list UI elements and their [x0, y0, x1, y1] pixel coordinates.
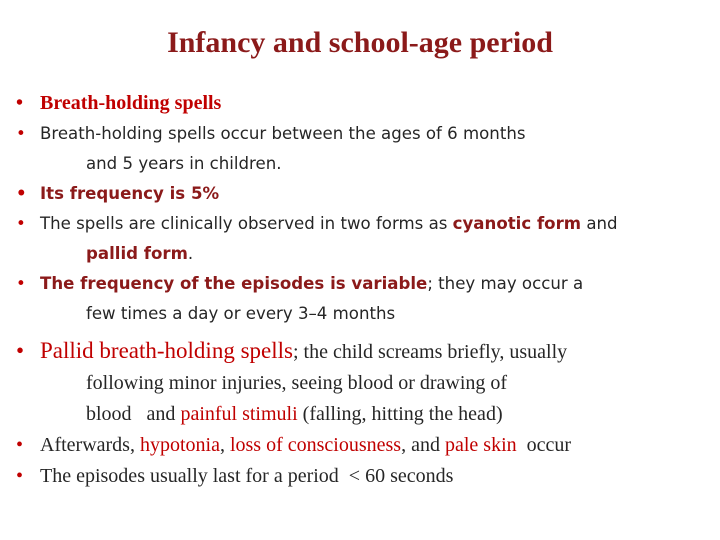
cyanotic-form-term: cyanotic form — [452, 214, 582, 233]
slide-title: Infancy and school-age period — [167, 26, 553, 59]
bullet-text: and — [581, 214, 618, 233]
bullet-episode-frequency — [14, 269, 714, 329]
hypotonia-term: hypotonia — [139, 434, 220, 456]
bullet-marker: • — [16, 274, 26, 293]
bullet-marker: • — [16, 214, 26, 233]
bullet-text: The episodes usually last for a period < 60 seconds — [40, 465, 454, 487]
bullet-text-continued: and 5 years in children. — [86, 154, 282, 173]
bullet-list — [14, 88, 714, 492]
pallid-spells-term: Pallid breath-holding spells — [40, 338, 293, 363]
bullet-frequency — [14, 179, 714, 209]
bullet-marker: • — [16, 124, 26, 143]
bullet-text: ; the child screams briefly, usually — [292, 341, 568, 363]
pale-skin-term: pale skin — [444, 434, 517, 456]
bullet-text-continued: following minor injuries, seeing blood or drawing of — [86, 372, 508, 394]
bullet-text: Breath-holding spells — [40, 92, 222, 114]
bullet-marker: • — [16, 184, 27, 203]
bullet-text: , — [219, 434, 230, 456]
bullet-text: , and — [401, 434, 445, 456]
episode-frequency-term: The frequency of the episodes is variable — [40, 274, 428, 293]
bullet-marker: • — [16, 338, 25, 363]
bullet-afterwards — [14, 430, 714, 461]
bullet-text-continued: few times a day or every 3–4 months — [86, 304, 396, 323]
bullet-marker: • — [16, 434, 24, 456]
bullet-marker: • — [16, 465, 24, 487]
pallid-form-term: pallid form — [86, 244, 188, 263]
bullet-text: Breath-holding spells occur between the ages of 6 months — [40, 124, 526, 143]
painful-stimuli-term: painful stimuli — [180, 403, 298, 425]
bullet-marker: • — [16, 92, 24, 114]
loss-of-consciousness-term: loss of consciousness — [229, 434, 402, 456]
bullet-age-range — [14, 119, 714, 179]
bullet-text-continued — [40, 399, 714, 430]
bullet-text: blood and — [86, 403, 181, 425]
bullet-text: Its frequency is 5% — [40, 184, 220, 203]
bullet-pallid-spells — [14, 335, 714, 430]
bullet-text: Afterwards, — [40, 434, 140, 456]
bullet-text: The spells are clinically observed in two forms as — [40, 214, 453, 233]
bullet-episode-duration — [14, 461, 714, 492]
bullet-text-continued — [40, 239, 714, 269]
bullet-text: . — [187, 244, 194, 263]
bullet-text: occur — [516, 434, 572, 456]
bullet-breath-holding-spells — [14, 88, 714, 119]
bullet-text: (falling, hitting the head) — [297, 403, 503, 425]
bullet-clinical-forms — [14, 209, 714, 269]
bullet-text: ; they may occur a — [427, 274, 584, 293]
